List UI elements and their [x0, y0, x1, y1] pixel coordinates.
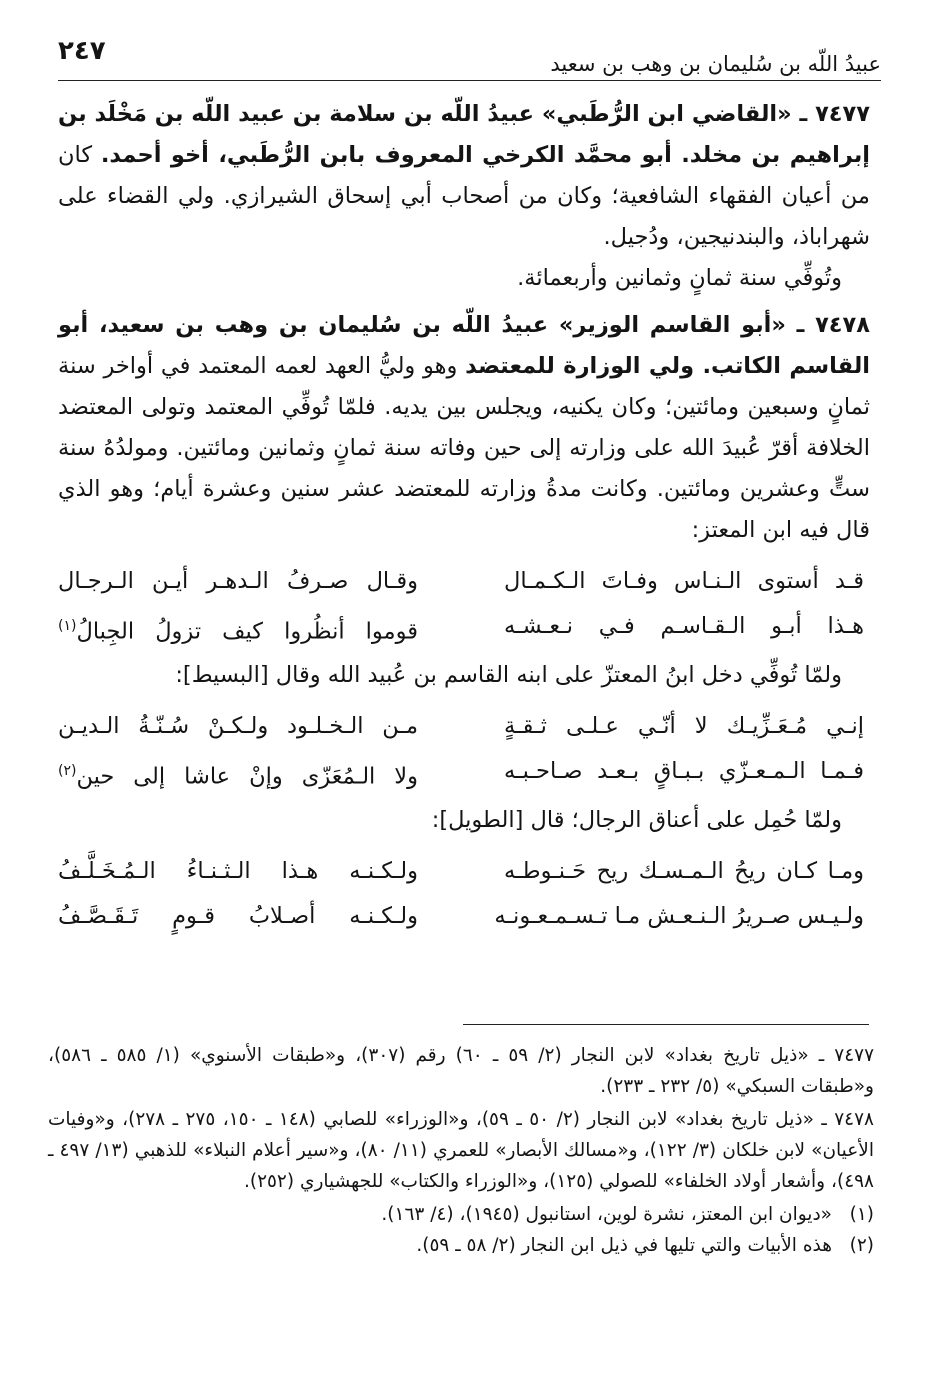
footnote-1-text: «ديوان ابن المعتز، نشرة لوين، استانبول (١٩٤٥)، (٤/ ١٦٣).: [381, 1204, 832, 1225]
hemistich-text: قوموا أنظُروا كيف تزولُ الجِبالُ: [76, 618, 418, 645]
poem-3: [58, 849, 870, 939]
page-number: ٢٤٧: [58, 36, 106, 66]
footnote-1-key: (١): [849, 1204, 874, 1225]
entry-7478-heading: ٧٤٧٨ ـ «أبو القاسم الوزير» عبيدُ اللّه بن سُليمان بن وهب بن سعيد، أبو القاسم الكاتب. ولي الوزارة للمعتضد: [58, 312, 870, 379]
entry-7478: [58, 305, 870, 551]
entry-7477: [58, 94, 870, 258]
hemistich: مـن الـخـلـود ولـكـنْ سُـنّـةُ الـديـن: [58, 713, 418, 739]
poem-3-line-2: [58, 894, 870, 939]
hemistich: هـذا أبـو الـقـاسـم فـي نـعـشـه: [504, 613, 864, 639]
hemistich-with-footnote: [58, 604, 418, 649]
poem-3-line-1: [58, 849, 870, 894]
entry-7477-heading: ٧٤٧٧ ـ «القاضي ابن الرُّطَبي» عبيدُ اللّه بن سلامة بن عبيد اللّه بن مَخْلَد بن إبراهيم بن مخلد. أبو محمَّد الكرخي المعروف بابن الرُّطَبي، أخو أحمد.: [58, 101, 870, 168]
caption-2: ولمّا تُوفِّي دخل ابنُ المعتزّ على ابنه القاسم بن عُبيد الله وقال [البسيط]:: [175, 662, 842, 688]
footnote-separator: [463, 1024, 869, 1025]
poem-1: [58, 559, 870, 649]
entry-7478-text: وهو وليُّ العهد لعمه المعتمد في أواخر سنة ثمانٍ وسبعين ومائتين؛ وكان يكنيه، ويجلس بين يديه. فلمّا تُوفِّي المعتمد وتولى المعتضد الخلافة أقرّ عُبيدَ الله على وزارته إلى حين وفاته سنة ثمانٍ وثمانين ومائتين. ومولدُهُ سنة ستٍّ وعشرين ومائتين. وكانت مدةُ وزارته للمعتضد عشر سنين وعشرة أيام؛ وهو الذي قال فيه ابن المعتز:: [58, 353, 870, 543]
source-note-7478: ٧٤٧٨ ـ «ذيل تاريخ بغداد» لابن النجار (٢/ ٥٠ ـ ٥٩)، و«الوزراء» للصابي (١٤٨ ـ ١٥٠، ٢٧٥ ـ ٢٧٨)، و«وفيات الأعيان» لابن خلكان (٣/ ١٢٢)، و«مسالك الأبصار» للعمري (١١/ ٨٠)، و«سير أعلام النبلاء» للذهبي (١٣/ ٤٩٧ ـ ٤٩٨)، وأشعار أولاد الخلفاء» للصولي (١٢٥)، و«الوزراء والكتاب» للجهشياري (٢٥٢).: [48, 1109, 874, 1192]
hemistich: ولـيـس صـريرُ الـنـعـش مـا تـسـمـعـونـه: [494, 903, 864, 929]
hemistich: ولـكـنـه أصـلابُ قـومٍ تَـقَـصَّـفُ: [58, 903, 418, 929]
hemistich: إنـي مُـعَـزِّيـك لا أنّـي عـلـى ثـقـةٍ: [504, 713, 864, 739]
caption-3: ولمّا حُمِل على أعناق الرجال؛ قال [الطويل]:: [431, 807, 842, 833]
hemistich: ومـا كـان ريحُ الـمـسـك ريح حَـنـوطـه: [504, 858, 864, 884]
entry-7477-text: كان من أعيان الفقهاء الشافعية؛ وكان من أصحاب أبي إسحاق الشيرازي. ولي القضاء على شهراباذ، والبندنيجين، ودُجيل.: [58, 142, 870, 250]
poem-1-line-1: [58, 559, 870, 604]
running-title: عبيدُ اللّه بن سُليمان بن وهب بن سعيد: [550, 52, 881, 76]
poem-2: [58, 704, 870, 794]
page-header: [58, 30, 881, 81]
hemistich-with-footnote: [58, 749, 418, 794]
source-note-7477: ٧٤٧٧ ـ «ذيل تاريخ بغداد» لابن النجار (٢/ ٥٩ ـ ٦٠) رقم (٣٠٧)، و«طبقات الأسنوي» (١/ ٥٨٥ ـ ٥٨٦)، و«طبقات السبكي» (٥/ ٢٣٢ ـ ٢٣٣).: [48, 1045, 875, 1097]
hemistich: قـد أستوى الـنـاس وفـاتَ الـكـمـال: [504, 568, 864, 594]
footnote-2-key: (٢): [849, 1235, 874, 1256]
footnotes: [48, 1040, 874, 1261]
poem-2-line-1: [58, 704, 870, 749]
footnote-marker-2: (٢): [58, 763, 77, 779]
entry-7477-death: وتُوفِّي سنة ثمانٍ وثمانين وأربعمائة.: [517, 265, 842, 291]
footnote-2-text: هذه الأبيات والتي تليها في ذيل ابن النجار (٢/ ٥٨ ـ ٥٩).: [416, 1235, 832, 1256]
hemistich: ولـكـنـه هـذا الـثـنـاءُ الـمُـخَـلَّـفُ: [58, 858, 418, 884]
main-text: [58, 94, 870, 945]
footnote-marker-1: (١): [58, 618, 77, 634]
hemistich-text: ولا الـمُعَزّى وإنْ عاشا إلى حين: [76, 763, 418, 790]
poem-2-line-2: [58, 749, 870, 794]
poem-1-line-2: [58, 604, 870, 649]
footnote-1: [48, 1199, 874, 1230]
footnote-2: [48, 1230, 874, 1261]
hemistich: فـمـا الـمـعـزّي بـبـاقٍ بـعـد صـاحـبـه: [504, 758, 864, 784]
hemistich: وقـال صـرفُ الـدهـر أيـن الـرجـال: [58, 568, 418, 594]
